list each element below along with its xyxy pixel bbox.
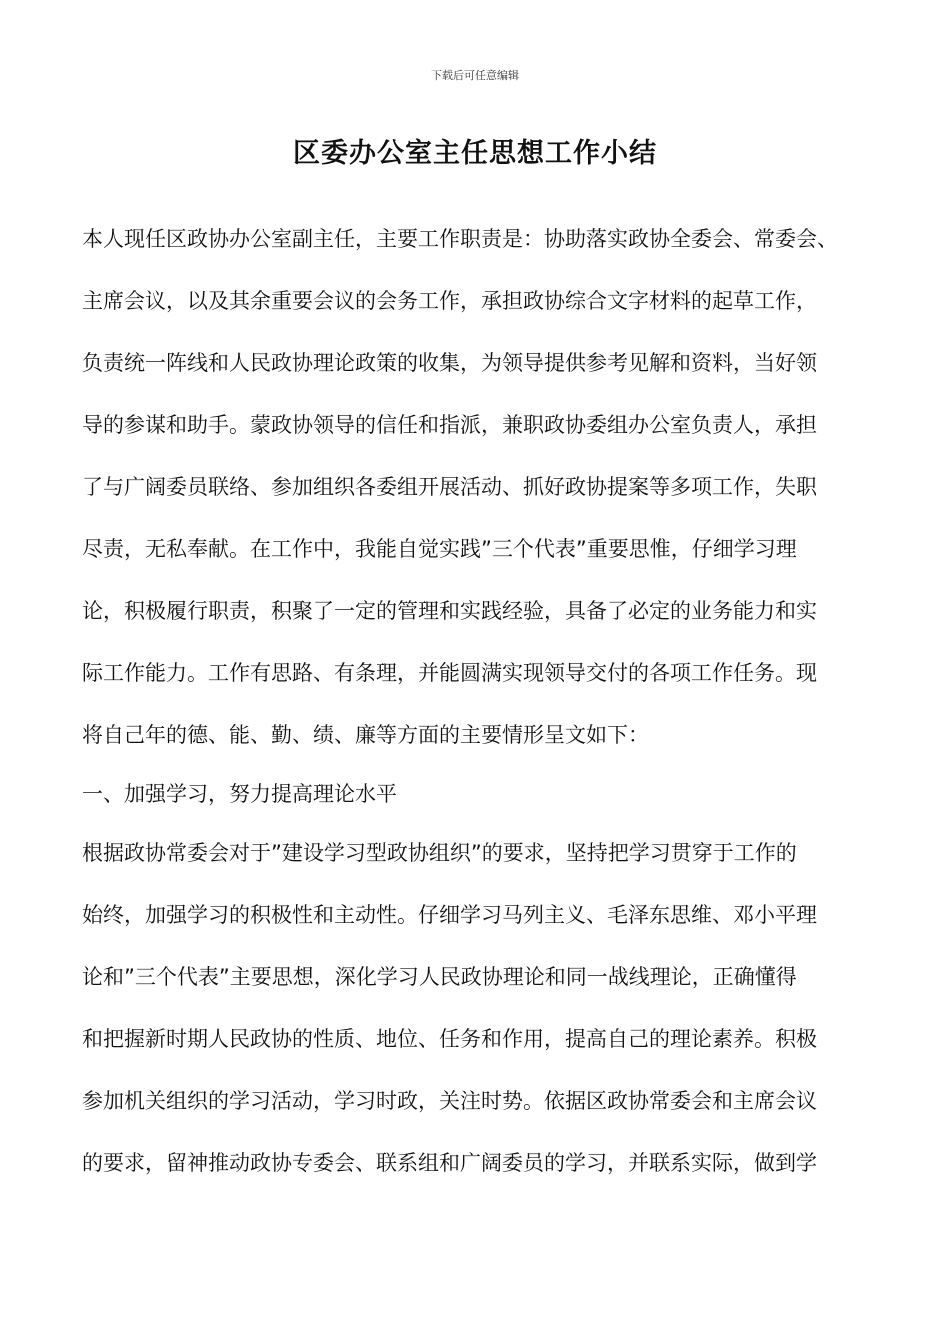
body-line: 负责统一阵线和人民政协理论政策的收集，为领导提供参考见解和资料，当好领 (82, 351, 817, 375)
section-heading: 一、加强学习，努力提高理论水平 (82, 782, 397, 806)
body-line: 和把握新时期人民政协的性质、地位、任务和作用，提高自己的理论素养。积极 (82, 1027, 817, 1051)
header-note: 下载后可任意编辑 (431, 69, 519, 82)
body-line: 导的参谋和助手。蒙政协领导的信任和指派，兼职政协委组办公室负责人，承担 (82, 413, 817, 437)
body-line: 论，积极履行职责，积聚了一定的管理和实践经验，具备了必定的业务能力和实 (82, 599, 817, 623)
body-line: 参加机关组织的学习活动，学习时政，关注时势。依据区政协常委会和主席会议 (82, 1089, 817, 1113)
document-title: 区委办公室主任思想工作小结 (293, 138, 657, 169)
body-line: 论和”三个代表”主要思想，深化学习人民政协理论和同一战线理论，正确懂得 (82, 965, 797, 989)
body-line: 尽责，无私奉献。在工作中，我能自觉实践”三个代表”重要思惟，仔细学习理 (82, 537, 797, 561)
body-line: 的要求，留神推动政协专委会、联系组和广阔委员的学习，并联系实际，做到学 (82, 1151, 817, 1175)
body-line: 根据政协常委会对于”建设学习型政协组织”的要求，坚持把学习贯穿于工作的 (82, 841, 797, 865)
body-line: 了与广阔委员联络、参加组织各委组开展活动、抓好政协提案等多项工作，失职 (82, 475, 817, 499)
body-line: 际工作能力。工作有思路、有条理，并能圆满实现领导交付的各项工作任务。现 (82, 661, 817, 685)
body-line: 本人现任区政协办公室副主任，主要工作职责是：协助落实政协全委会、常委会、 (82, 227, 838, 251)
body-line: 始终，加强学习的积极性和主动性。仔细学习马列主义、毛泽东思维、邓小平理 (82, 903, 817, 927)
body-line: 主席会议，以及其余重要会议的会务工作，承担政协综合文字材料的起草工作， (82, 289, 817, 313)
body-line: 将自己年的德、能、勤、绩、廉等方面的主要情形呈文如下： (82, 723, 649, 747)
